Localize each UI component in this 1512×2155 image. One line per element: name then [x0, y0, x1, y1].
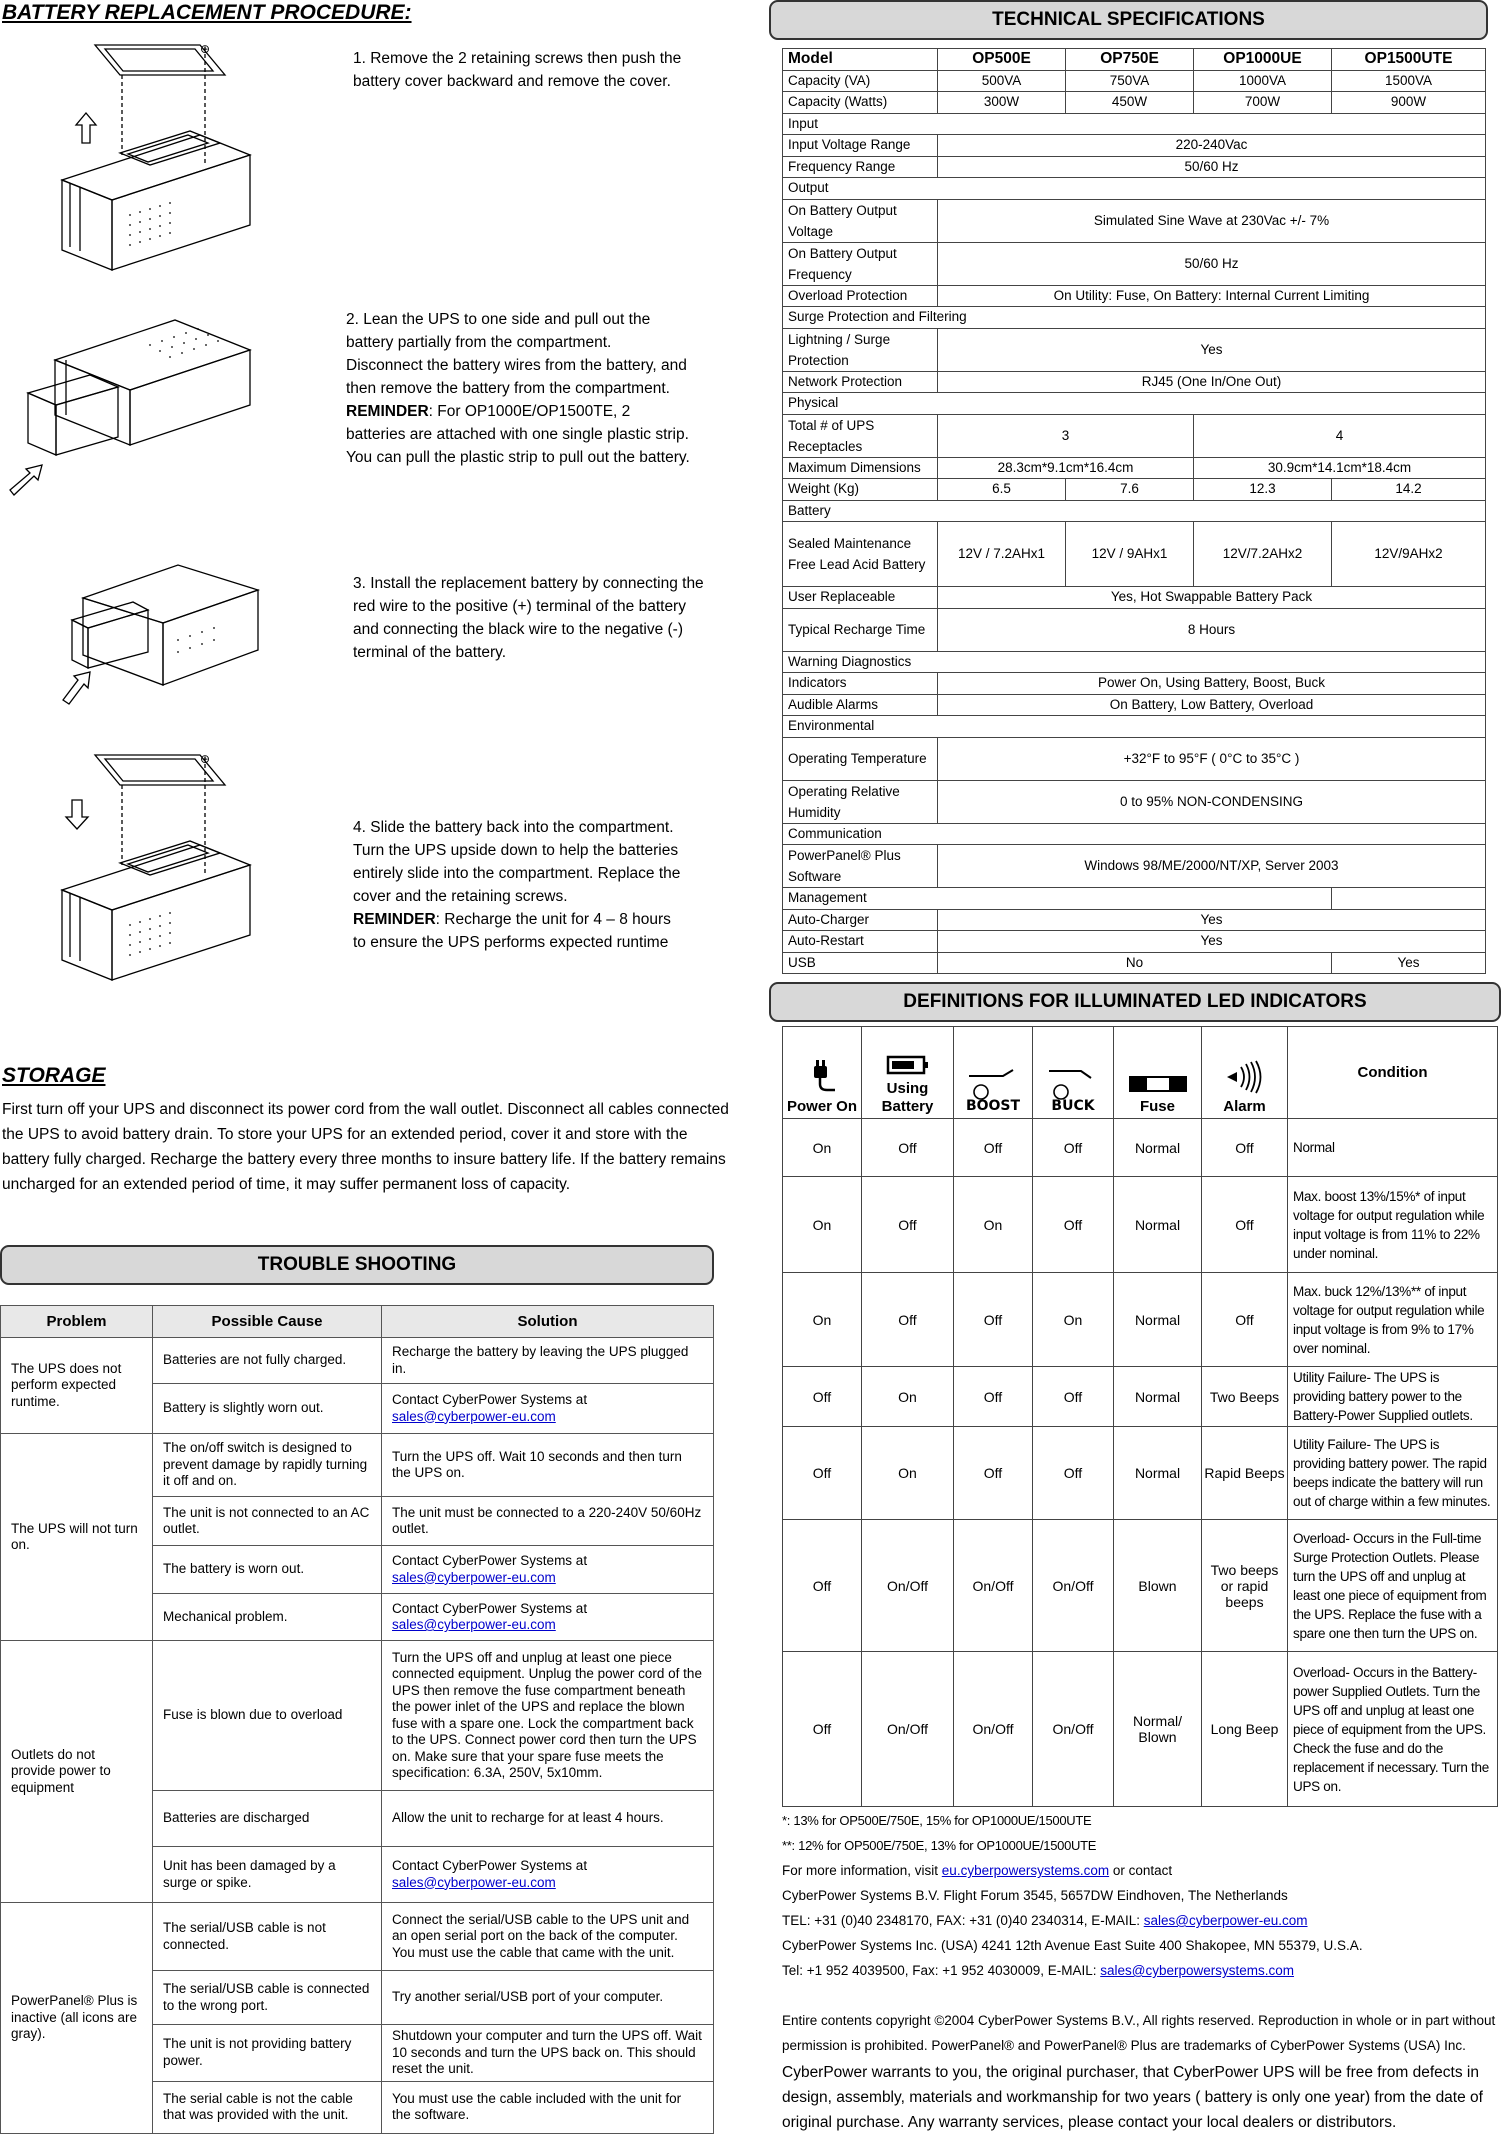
- spec-value: 4: [1194, 414, 1486, 457]
- spec-value: 12V/9AHx2: [1332, 522, 1486, 587]
- ts-solution-text: Contact CyberPower Systems at: [392, 1553, 588, 1568]
- spec-row: [783, 952, 1486, 974]
- spec-row: [783, 845, 1486, 888]
- led-row: [783, 1652, 1498, 1807]
- spec-value: [1332, 888, 1486, 910]
- specs-banner: TECHNICAL SPECIFICATIONS: [769, 0, 1488, 40]
- led-condition: Overload- Occurs in the Full-time Surge Protection Outlets. Please turn the UPS off and unplug at least one piece of equipment from the UPS. Replace the fuse with a spare one then turn the UPS on.: [1288, 1520, 1498, 1652]
- spec-value: 30.9cm*14.1cm*18.4cm: [1194, 457, 1486, 479]
- footnote-buck: **: 12% for OP500E/750E, 13% for OP1000UE/1500UTE: [782, 1838, 1097, 1853]
- spec-row: [783, 49, 1486, 71]
- ts-solution-text: Allow the unit to recharge for at least 4 hours.: [392, 1810, 664, 1826]
- step2-reminder-label: REMINDER: [346, 403, 429, 420]
- led-row: [783, 1273, 1498, 1367]
- spec-value: 0 to 95% NON-CONDENSING: [938, 780, 1486, 823]
- spec-value: 700W: [1194, 92, 1332, 114]
- spec-value: 6.5: [938, 479, 1066, 501]
- spec-row: [783, 587, 1486, 609]
- spec-row: [783, 931, 1486, 953]
- led-state: Off: [954, 1119, 1033, 1177]
- email-us-link[interactable]: sales@cyberpowersystems.com: [1100, 1963, 1294, 1978]
- spec-label: Operating Relative Humidity: [783, 780, 938, 823]
- step1-illustration: [50, 35, 280, 275]
- led-state: Off: [954, 1427, 1033, 1520]
- spec-label: Warning Diagnostics: [783, 651, 1486, 673]
- spec-value: 12V/7.2AHx2: [1194, 522, 1332, 587]
- spec-row: [783, 823, 1486, 845]
- led-table: [782, 1026, 1498, 1807]
- spec-row: [783, 92, 1486, 114]
- step4-illustration: [50, 745, 280, 985]
- spec-label: Network Protection: [783, 371, 938, 393]
- led-row: [783, 1427, 1498, 1520]
- spec-label: Input: [783, 113, 1486, 135]
- spec-row: [783, 608, 1486, 651]
- spec-value: 900W: [1332, 92, 1486, 114]
- led-state: Off: [862, 1273, 954, 1367]
- ts-cause: The on/off switch is designed to prevent damage by rapidly turning it off and on.: [153, 1434, 382, 1497]
- step2-illustration: [0, 315, 260, 505]
- spec-value: 500VA: [938, 70, 1066, 92]
- spec-value: 12V / 7.2AHx1: [938, 522, 1066, 587]
- spec-label: Capacity (Watts): [783, 92, 938, 114]
- led-icon-text: BOOST: [965, 1098, 1021, 1112]
- spec-value: 7.6: [1066, 479, 1194, 501]
- ts-problem: PowerPanel® Plus is inactive (all icons are gray).: [1, 1903, 153, 2134]
- led-state: On/Off: [954, 1520, 1033, 1652]
- led-condition: Overload- Occurs in the Battery-power Supplied Outlets. Turn the UPS off and unplug at least one piece of equipment from the UPS. Check the fuse and do the replacement if necessary. Turn the UPS on.: [1288, 1652, 1498, 1807]
- spec-row: [783, 393, 1486, 415]
- ts-header-problem: Problem: [1, 1306, 153, 1338]
- ts-header-cause: Possible Cause: [153, 1306, 382, 1338]
- ts-solution: [382, 1791, 714, 1847]
- ts-solution: [382, 1497, 714, 1546]
- ts-cause: The serial/USB cable is connected to the wrong port.: [153, 1971, 382, 2025]
- led-header: [783, 1027, 862, 1119]
- led-state: Off: [1202, 1119, 1288, 1177]
- spec-row: [783, 135, 1486, 157]
- ts-cause: Unit has been damaged by a surge or spike.: [153, 1847, 382, 1903]
- contact-us-text: Tel: +1 952 4039500, Fax: +1 952 4030009, E-MAIL:: [782, 1963, 1101, 1978]
- ts-problem: The UPS does not perform expected runtime.: [1, 1338, 153, 1434]
- ts-solution-text: Turn the UPS off. Wait 10 seconds and then turn the UPS on.: [392, 1448, 682, 1480]
- spec-label: USB: [783, 952, 938, 974]
- spec-row: [783, 651, 1486, 673]
- led-row: [783, 1520, 1498, 1652]
- step4-text: [353, 816, 683, 954]
- info-prefix: For more information, visit: [782, 1863, 942, 1878]
- spec-row: [783, 909, 1486, 931]
- led-state: Blown: [1114, 1520, 1202, 1652]
- ts-solution-text: The unit must be connected to a 220-240V 50/60Hz outlet.: [392, 1504, 702, 1536]
- led-header: [1288, 1027, 1498, 1119]
- led-state: Off: [783, 1652, 862, 1807]
- troubleshooting-banner: TROUBLE SHOOTING: [0, 1245, 714, 1285]
- led-header: [1033, 1027, 1114, 1119]
- spec-label: On Battery Output Voltage: [783, 199, 938, 242]
- led-header-label: Fuse: [1139, 1098, 1175, 1115]
- spec-label: Surge Protection and Filtering: [783, 307, 1486, 329]
- step4-reminder-label: REMINDER: [353, 911, 436, 928]
- fuse-icon: [1116, 1074, 1199, 1094]
- spec-value: 300W: [938, 92, 1066, 114]
- led-header: [862, 1027, 954, 1119]
- ts-solution-text: You must use the cable included with the unit for the software.: [392, 2090, 682, 2122]
- step1-text: 1. Remove the 2 retaining screws then push the battery cover backward and remove the cover.: [353, 50, 682, 90]
- led-state: Normal/ Blown: [1114, 1652, 1202, 1807]
- led-state: On: [783, 1177, 862, 1273]
- spec-label: PowerPanel® Plus Software: [783, 845, 938, 888]
- spec-label: Management: [783, 888, 1332, 910]
- warranty-text: CyberPower warrants to you, the original purchaser, that CyberPower UPS will be free from defects in design, assembly, materials and workmanship for two years ( battery is only one year) from the date of original purchase. Any warranty services, please contact your local dealers or distributors.: [782, 2064, 1483, 2131]
- ts-solution-text: Connect the serial/USB cable to the UPS unit and an open serial port on the back of the computer. You must use the cable that came with the unit.: [392, 1911, 690, 1960]
- led-state: Normal: [1114, 1367, 1202, 1427]
- spec-row: [783, 737, 1486, 780]
- step4-reminder: : Recharge the unit for 4 – 8 hours to ensure the UPS performs expected runtime: [353, 911, 671, 951]
- led-state: On/Off: [862, 1520, 954, 1652]
- spec-row: [783, 694, 1486, 716]
- step4-main: 4. Slide the battery back into the compartment. Turn the UPS upside down to help the batteries entirely slide into the compartment. Replace the cover and the retaining screws.: [353, 819, 681, 905]
- spec-row: [783, 522, 1486, 587]
- spec-label: Indicators: [783, 673, 938, 695]
- spec-value: 8 Hours: [938, 608, 1486, 651]
- spec-row: [783, 888, 1486, 910]
- footnote-boost: *: 13% for OP500E/750E, 15% for OP1000UE/1500UTE: [782, 1813, 1092, 1828]
- spec-row: [783, 414, 1486, 457]
- ts-row: [1, 1434, 714, 1497]
- led-header-label: Using Battery: [881, 1080, 934, 1115]
- led-state: On: [954, 1177, 1033, 1273]
- spec-value: 450W: [1066, 92, 1194, 114]
- led-row: [783, 1367, 1498, 1427]
- ts-solution: [382, 1847, 714, 1903]
- ts-cause: Fuse is blown due to overload: [153, 1641, 382, 1791]
- led-condition: Max. buck 12%/13%** of input voltage for output regulation while input voltage is from 9% to 17% over nominal.: [1288, 1273, 1498, 1367]
- ts-solution: [382, 1338, 714, 1384]
- spec-value: Power On, Using Battery, Boost, Buck: [938, 673, 1486, 695]
- spec-value: 12.3: [1194, 479, 1332, 501]
- spec-value: 220-240Vac: [938, 135, 1486, 157]
- spec-value: +32°F to 95°F ( 0°C to 35°C ): [938, 737, 1486, 780]
- led-state: Off: [1033, 1427, 1114, 1520]
- spec-label: Overload Protection: [783, 285, 938, 307]
- ts-solution: [382, 2025, 714, 2082]
- spec-row: [783, 70, 1486, 92]
- ts-cause: The unit is not connected to an AC outlet.: [153, 1497, 382, 1546]
- ts-solution-text: Turn the UPS off and unplug at least one piece connected equipment. Unplug the power cord of the UPS then remove the fuse compartment beneath the power inlet of the UPS and replace the blown fuse with a spare one. Lock the compartment back to the UPS. Connect power cord then turn the UPS on. Make sure that your spare fuse meets the specification: 6.3A, 250V, 5x10mm.: [392, 1649, 702, 1780]
- spec-row: [783, 178, 1486, 200]
- spec-value: 14.2: [1332, 479, 1486, 501]
- ts-solution-text: Contact CyberPower Systems at: [392, 1600, 588, 1616]
- led-state: Normal: [1114, 1177, 1202, 1273]
- ts-solution: [382, 1434, 714, 1497]
- spec-value: Yes: [938, 931, 1486, 953]
- ts-solution: [382, 1641, 714, 1791]
- spec-label: Operating Temperature: [783, 737, 938, 780]
- led-header-label: Condition: [1357, 1063, 1428, 1081]
- led-condition: Normal: [1288, 1119, 1498, 1177]
- led-condition: Utility Failure- The UPS is providing battery power. The rapid beeps indicate the battery will run out of charge within a few minutes.: [1288, 1427, 1498, 1520]
- ts-cause: The unit is not providing battery power.: [153, 2025, 382, 2082]
- spec-label: Model: [783, 49, 938, 71]
- led-state: Off: [1033, 1177, 1114, 1273]
- led-state: On/Off: [862, 1652, 954, 1807]
- ts-cause: Battery is slightly worn out.: [153, 1384, 382, 1434]
- spec-label: Maximum Dimensions: [783, 457, 938, 479]
- led-state: On: [862, 1427, 954, 1520]
- spec-row: [783, 716, 1486, 738]
- spec-value: 28.3cm*9.1cm*16.4cm: [938, 457, 1194, 479]
- spec-value: 50/60 Hz: [938, 156, 1486, 178]
- step3-illustration: [58, 560, 268, 705]
- spec-value: Yes: [938, 909, 1486, 931]
- spec-value: No: [938, 952, 1332, 974]
- contact-us: [782, 1958, 1502, 1983]
- procedure-title: BATTERY REPLACEMENT PROCEDURE:: [2, 1, 412, 24]
- led-icon-text: BUCK: [1051, 1098, 1095, 1112]
- spec-value: Yes: [1332, 952, 1486, 974]
- ts-solution-text: Recharge the battery by leaving the UPS plugged in.: [392, 1344, 689, 1376]
- spec-row: [783, 199, 1486, 242]
- specs-table: [782, 48, 1486, 974]
- address-us: CyberPower Systems Inc. (USA) 4241 12th Avenue East Suite 400 Shakopee, MN 55379, U.S.A.: [782, 1938, 1363, 1953]
- sales-email-link[interactable]: sales@cyberpower-eu.com: [392, 1874, 556, 1890]
- ts-solution-text: Shutdown your computer and turn the UPS off. Wait 10 seconds and turn the UPS back on. This should reset the unit.: [392, 2028, 702, 2076]
- spec-value: OP500E: [938, 49, 1066, 71]
- contact-eu-text: TEL: +31 (0)40 2348170, FAX: +31 (0)40 2340314, E-MAIL:: [782, 1913, 1144, 1928]
- spec-label: Capacity (VA): [783, 70, 938, 92]
- led-condition: Utility Failure- The UPS is providing battery power to the Battery-Power Supplied outlets.: [1288, 1367, 1498, 1427]
- spec-value: 50/60 Hz: [938, 242, 1486, 285]
- led-condition: Max. boost 13%/15%* of input voltage for output regulation while input voltage is from 11% to 22% under nominal.: [1288, 1177, 1498, 1273]
- spec-value: RJ45 (One In/One Out): [938, 371, 1486, 393]
- troubleshooting-table: [0, 1305, 714, 2134]
- email-eu-link[interactable]: sales@cyberpower-eu.com: [1143, 1913, 1308, 1928]
- led-state: On/Off: [1033, 1652, 1114, 1807]
- spec-label: Output: [783, 178, 1486, 200]
- led-state: Normal: [1114, 1119, 1202, 1177]
- spec-value: 750VA: [1066, 70, 1194, 92]
- spec-label: Battery: [783, 500, 1486, 522]
- spec-label: Auto-Charger: [783, 909, 938, 931]
- spec-label: On Battery Output Frequency: [783, 242, 938, 285]
- info-suffix: or contact: [1109, 1863, 1173, 1878]
- spec-row: [783, 156, 1486, 178]
- led-state: Normal: [1114, 1273, 1202, 1367]
- led-state: Off: [1202, 1273, 1288, 1367]
- spec-value: 1500VA: [1332, 70, 1486, 92]
- ts-solution: [382, 1384, 714, 1434]
- sales-email-link[interactable]: sales@cyberpower-eu.com: [392, 1408, 556, 1424]
- led-state: Long Beep: [1202, 1652, 1288, 1807]
- ts-problem: The UPS will not turn on.: [1, 1434, 153, 1641]
- spec-label: Auto-Restart: [783, 931, 938, 953]
- ts-cause: The serial/USB cable is not connected.: [153, 1903, 382, 1971]
- spec-value: 3: [938, 414, 1194, 457]
- spec-row: [783, 371, 1486, 393]
- step2-reminder: : For OP1000E/OP1500TE, 2 batteries are attached with one single plastic strip. You can pull the plastic strip to pull out the battery.: [346, 403, 690, 466]
- sales-email-link[interactable]: sales@cyberpower-eu.com: [392, 1617, 556, 1632]
- storage-section: [2, 1063, 737, 1197]
- spec-row: [783, 113, 1486, 135]
- led-state: Off: [783, 1520, 862, 1652]
- spec-label: Total # of UPS Receptacles: [783, 414, 938, 457]
- led-state: Normal: [1114, 1427, 1202, 1520]
- spec-row: [783, 307, 1486, 329]
- spec-value: On Utility: Fuse, On Battery: Internal Current Limiting: [938, 285, 1486, 307]
- spec-label: Input Voltage Range: [783, 135, 938, 157]
- spec-label: Weight (Kg): [783, 479, 938, 501]
- storage-text: First turn off your UPS and disconnect its power cord from the wall outlet. Disconnect all cables connected the UPS to avoid battery drain. To store your UPS for an extended period, cover it and store with the battery fully charged. Recharge the battery every three months to insure battery life. If the battery remains uncharged for an extended period of time, it may suffer permanent loss of capacity.: [2, 1101, 729, 1193]
- contact-eu: [782, 1908, 1502, 1933]
- ts-cause: Batteries are not fully charged.: [153, 1338, 382, 1384]
- led-state: Off: [862, 1177, 954, 1273]
- spec-value: Yes, Hot Swappable Battery Pack: [938, 587, 1486, 609]
- spec-value: 12V / 9AHx1: [1066, 522, 1194, 587]
- ts-row: [1, 1338, 714, 1384]
- ts-solution: [382, 1971, 714, 2025]
- info-line: [782, 1858, 1502, 1883]
- spec-value: OP750E: [1066, 49, 1194, 71]
- led-state: On/Off: [1033, 1520, 1114, 1652]
- step3-text: 3. Install the replacement battery by connecting the red wire to the positive (+) terminal of the battery and connecting the black wire to the negative (-) terminal of the battery.: [353, 575, 704, 661]
- led-header-label: Alarm: [1223, 1098, 1266, 1115]
- led-state: Off: [1033, 1119, 1114, 1177]
- ts-solution-text: Try another serial/USB port of your computer.: [392, 1989, 664, 2005]
- spec-value: 1000VA: [1194, 70, 1332, 92]
- ts-row: [1, 1903, 714, 1971]
- spec-label: Environmental: [783, 716, 1486, 738]
- led-state: Off: [862, 1119, 954, 1177]
- led-header: [1202, 1027, 1288, 1119]
- led-state: Off: [783, 1367, 862, 1427]
- led-header-label: Power On: [786, 1098, 857, 1115]
- ts-cause: The serial cable is not the cable that was provided with the unit.: [153, 2081, 382, 2133]
- led-state: On: [783, 1273, 862, 1367]
- spec-row: [783, 242, 1486, 285]
- spec-label: Physical: [783, 393, 1486, 415]
- spec-value: OP1500UTE: [1332, 49, 1486, 71]
- ts-header-solution: Solution: [382, 1306, 714, 1338]
- led-state: On: [1033, 1273, 1114, 1367]
- spec-row: [783, 328, 1486, 371]
- website-link[interactable]: eu.cyberpowersystems.com: [941, 1863, 1110, 1878]
- storage-title: STORAGE: [2, 1064, 106, 1087]
- led-state: On: [862, 1367, 954, 1427]
- spec-row: [783, 500, 1486, 522]
- spec-row: [783, 285, 1486, 307]
- spec-value: OP1000UE: [1194, 49, 1332, 71]
- svg-text:⊕: ⊕: [200, 42, 211, 56]
- spec-label: Audible Alarms: [783, 694, 938, 716]
- step2-text: [346, 308, 691, 469]
- ts-cause: The battery is worn out.: [153, 1546, 382, 1594]
- ts-solution: [382, 2081, 714, 2133]
- led-state: Off: [954, 1273, 1033, 1367]
- led-state: Off: [783, 1427, 862, 1520]
- ts-row: [1, 1641, 714, 1791]
- led-header: [954, 1027, 1033, 1119]
- spec-value: On Battery, Low Battery, Overload: [938, 694, 1486, 716]
- led-state: Two Beeps: [1202, 1367, 1288, 1427]
- buck-icon: [1035, 1068, 1111, 1112]
- plug-icon: [785, 1060, 859, 1094]
- spec-value: Windows 98/ME/2000/NT/XP, Server 2003: [938, 845, 1486, 888]
- footer: [782, 1808, 1502, 2135]
- led-state: Two beeps or rapid beeps: [1202, 1520, 1288, 1652]
- led-state: On: [783, 1119, 862, 1177]
- led-row: [783, 1177, 1498, 1273]
- alarm-icon: [1204, 1060, 1285, 1094]
- ts-cause: Batteries are discharged: [153, 1791, 382, 1847]
- sales-email-link[interactable]: sales@cyberpower-eu.com: [392, 1569, 556, 1585]
- spec-label: Communication: [783, 823, 1486, 845]
- spec-row: [783, 780, 1486, 823]
- ts-solution: [382, 1594, 714, 1641]
- led-state: Off: [1202, 1177, 1288, 1273]
- spec-label: Lightning / Surge Protection: [783, 328, 938, 371]
- boost-icon: [956, 1068, 1030, 1112]
- led-state: On/Off: [954, 1652, 1033, 1807]
- ts-solution-text: Contact CyberPower Systems at: [392, 1392, 588, 1407]
- led-state: Off: [1033, 1367, 1114, 1427]
- ts-solution-text: Contact CyberPower Systems at: [392, 1858, 588, 1873]
- led-state: Off: [954, 1367, 1033, 1427]
- led-banner: DEFINITIONS FOR ILLUMINATED LED INDICATORS: [769, 982, 1501, 1022]
- spec-row: [783, 673, 1486, 695]
- spec-label: Sealed Maintenance Free Lead Acid Battery: [783, 522, 938, 587]
- address-eu: CyberPower Systems B.V. Flight Forum 3545, 5657DW Eindhoven, The Netherlands: [782, 1888, 1288, 1903]
- ts-solution: [382, 1903, 714, 1971]
- led-header: [1114, 1027, 1202, 1119]
- led-row: [783, 1119, 1498, 1177]
- spec-label: Frequency Range: [783, 156, 938, 178]
- spec-value: Simulated Sine Wave at 230Vac +/- 7%: [938, 199, 1486, 242]
- battery-icon: [864, 1054, 951, 1076]
- spec-row: [783, 457, 1486, 479]
- ts-solution: [382, 1546, 714, 1594]
- spec-label: User Replaceable: [783, 587, 938, 609]
- ts-problem: Outlets do not provide power to equipment: [1, 1641, 153, 1903]
- svg-text:⊕: ⊕: [200, 752, 211, 766]
- ts-cause: Mechanical problem.: [153, 1594, 382, 1641]
- spec-label: Typical Recharge Time: [783, 608, 938, 651]
- spec-value: Yes: [938, 328, 1486, 371]
- spec-row: [783, 479, 1486, 501]
- led-state: Rapid Beeps: [1202, 1427, 1288, 1520]
- copyright-text: Entire contents copyright ©2004 CyberPower Systems B.V., All rights reserved. Reproduction in whole or in part without permission is prohibited. PowerPanel® and PowerPanel® Plus are trademarks of CyberPower Systems (USA) Inc.: [782, 2013, 1496, 2053]
- step2-main: 2. Lean the UPS to one side and pull out the battery partially from the compartment. Disconnect the battery wires from the battery, and then remove the battery from the compartment.: [346, 311, 687, 397]
